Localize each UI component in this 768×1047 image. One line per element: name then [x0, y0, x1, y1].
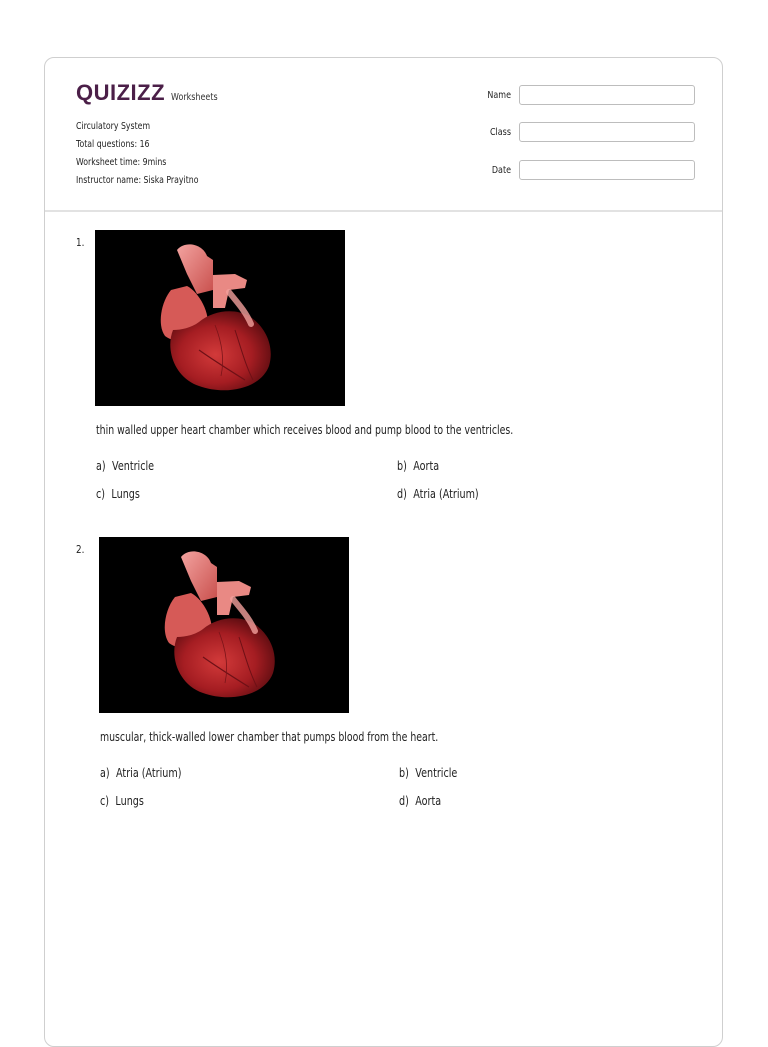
option-b[interactable]: [399, 766, 457, 780]
name-input[interactable]: [519, 85, 695, 105]
option-label: Atria (Atrium): [116, 766, 182, 780]
question-number: 2.: [76, 543, 85, 556]
worksheet-meta: [76, 118, 233, 190]
option-d[interactable]: [399, 794, 441, 808]
worksheet-header: [45, 58, 722, 212]
instructor-name: Instructor name: Siska Prayitno: [76, 175, 199, 186]
date-input[interactable]: [519, 160, 695, 180]
worksheet-card: [44, 57, 723, 1047]
worksheet-time: Worksheet time: 9mins: [76, 157, 167, 168]
option-letter: b): [399, 766, 409, 780]
option-label: Aorta: [413, 459, 440, 473]
question-text: thin walled upper heart chamber which receives blood and pump blood to the ventricles.: [96, 423, 514, 437]
quizizz-logo: QUIZIZZ: [76, 80, 166, 105]
option-letter: d): [399, 794, 409, 808]
question-text: muscular, thick-walled lower chamber that pumps blood from the heart.: [100, 730, 439, 744]
option-label: Aorta: [415, 794, 442, 808]
brand: [76, 80, 229, 106]
option-b[interactable]: [397, 459, 439, 473]
total-questions: Total questions: 16: [76, 139, 150, 150]
class-input[interactable]: [519, 122, 695, 142]
question-number: 1.: [76, 236, 85, 249]
option-letter: a): [100, 766, 110, 780]
worksheet-title: Circulatory System: [76, 121, 151, 132]
option-label: Ventricle: [112, 459, 155, 473]
class-field-row: [475, 122, 695, 142]
option-letter: a): [96, 459, 106, 473]
class-label: Class: [489, 126, 511, 138]
option-letter: b): [397, 459, 407, 473]
option-label: Lungs: [115, 794, 144, 808]
option-a[interactable]: [96, 459, 154, 473]
heart-image: [99, 537, 349, 713]
option-letter: c): [96, 487, 106, 501]
name-label: Name: [487, 89, 511, 101]
heart-image: [95, 230, 345, 406]
name-field-row: [475, 85, 695, 105]
option-label: Atria (Atrium): [413, 487, 479, 501]
date-label: Date: [491, 164, 511, 176]
option-c[interactable]: [96, 487, 140, 501]
option-d[interactable]: [397, 487, 479, 501]
option-label: Ventricle: [415, 766, 458, 780]
option-c[interactable]: [100, 794, 144, 808]
date-field-row: [475, 160, 695, 180]
option-letter: c): [100, 794, 110, 808]
worksheets-label: Worksheets: [171, 92, 218, 103]
option-a[interactable]: [100, 766, 181, 780]
option-letter: d): [397, 487, 407, 501]
option-label: Lungs: [111, 487, 140, 501]
